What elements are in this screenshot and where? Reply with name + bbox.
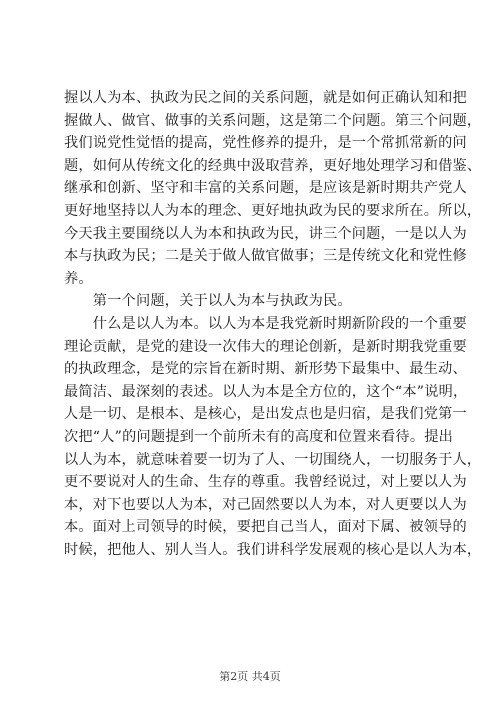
- text-line: 人是一切、是根本、是核心，是出发点也是归宿，是我们党第一: [64, 406, 467, 423]
- text-line: 最简洁、最深刻的表述。以人为本是全方位的，这个“本”说明，: [64, 383, 468, 400]
- text-line: 以人为本，就意味着要一切为了人、一切围绕人，一切服务于人，: [64, 451, 482, 468]
- text-line: 养。: [64, 270, 93, 287]
- page-number-footer: 第2页 共4页: [219, 670, 281, 683]
- text-line: 本。面对上司领导的时候，要把自己当人，面对下属、被领导的: [64, 519, 467, 536]
- text-line: 题，如何从传统文化的经典中汲取营养，更好地处理学习和借鉴、: [64, 157, 482, 174]
- text-line: 什么是以人为本。以人为本是我党新时期新阶段的一个重要: [64, 315, 467, 332]
- text-line: 次把“人”的问题提到一个前所未有的高度和位置来看待。提出: [64, 428, 453, 445]
- section-heading: 第一个问题，关于以人为本与执政为民。: [64, 293, 352, 310]
- text-line: 握做人、做官、做事的关系问题，这是第二个问题。第三个问题，: [64, 112, 482, 129]
- text-line: 更好地坚持以人为本的理念、更好地执政为民的要求所在。所以，: [64, 202, 482, 219]
- body-text: [64, 87, 482, 561]
- text-line: 继承和创新、坚守和丰富的关系问题，是应该是新时期共产党人: [64, 180, 467, 197]
- text-line: 更不要说对人的生命、生存的尊重。我曾经说过，对上要以人为: [64, 474, 467, 491]
- text-line: 本，对下也要以人为本，对己固然要以人为本，对人更要以人为: [64, 496, 467, 513]
- text-line: 理论贡献，是党的建设一次伟大的理论创新，是新时期我党重要: [64, 338, 467, 355]
- text-line: 的执政理念，是党的宗旨在新时期、新形势下最集中、最生动、: [64, 361, 467, 378]
- text-line: 本与执政为民；二是关于做人做官做事；三是传统文化和党性修: [64, 248, 467, 265]
- text-line: 我们说党性觉悟的提高，党性修养的提升，是一个常抓常新的问: [64, 135, 467, 152]
- text-line: 今天我主要围绕以人为本和执政为民，讲三个问题，一是以人为: [64, 225, 467, 242]
- text-line: 时候，把他人、别人当人。我们讲科学发展观的核心是以人为本，: [64, 541, 482, 558]
- text-line: 握以人为本、执政为民之间的关系问题，就是如何正确认知和把: [64, 90, 467, 106]
